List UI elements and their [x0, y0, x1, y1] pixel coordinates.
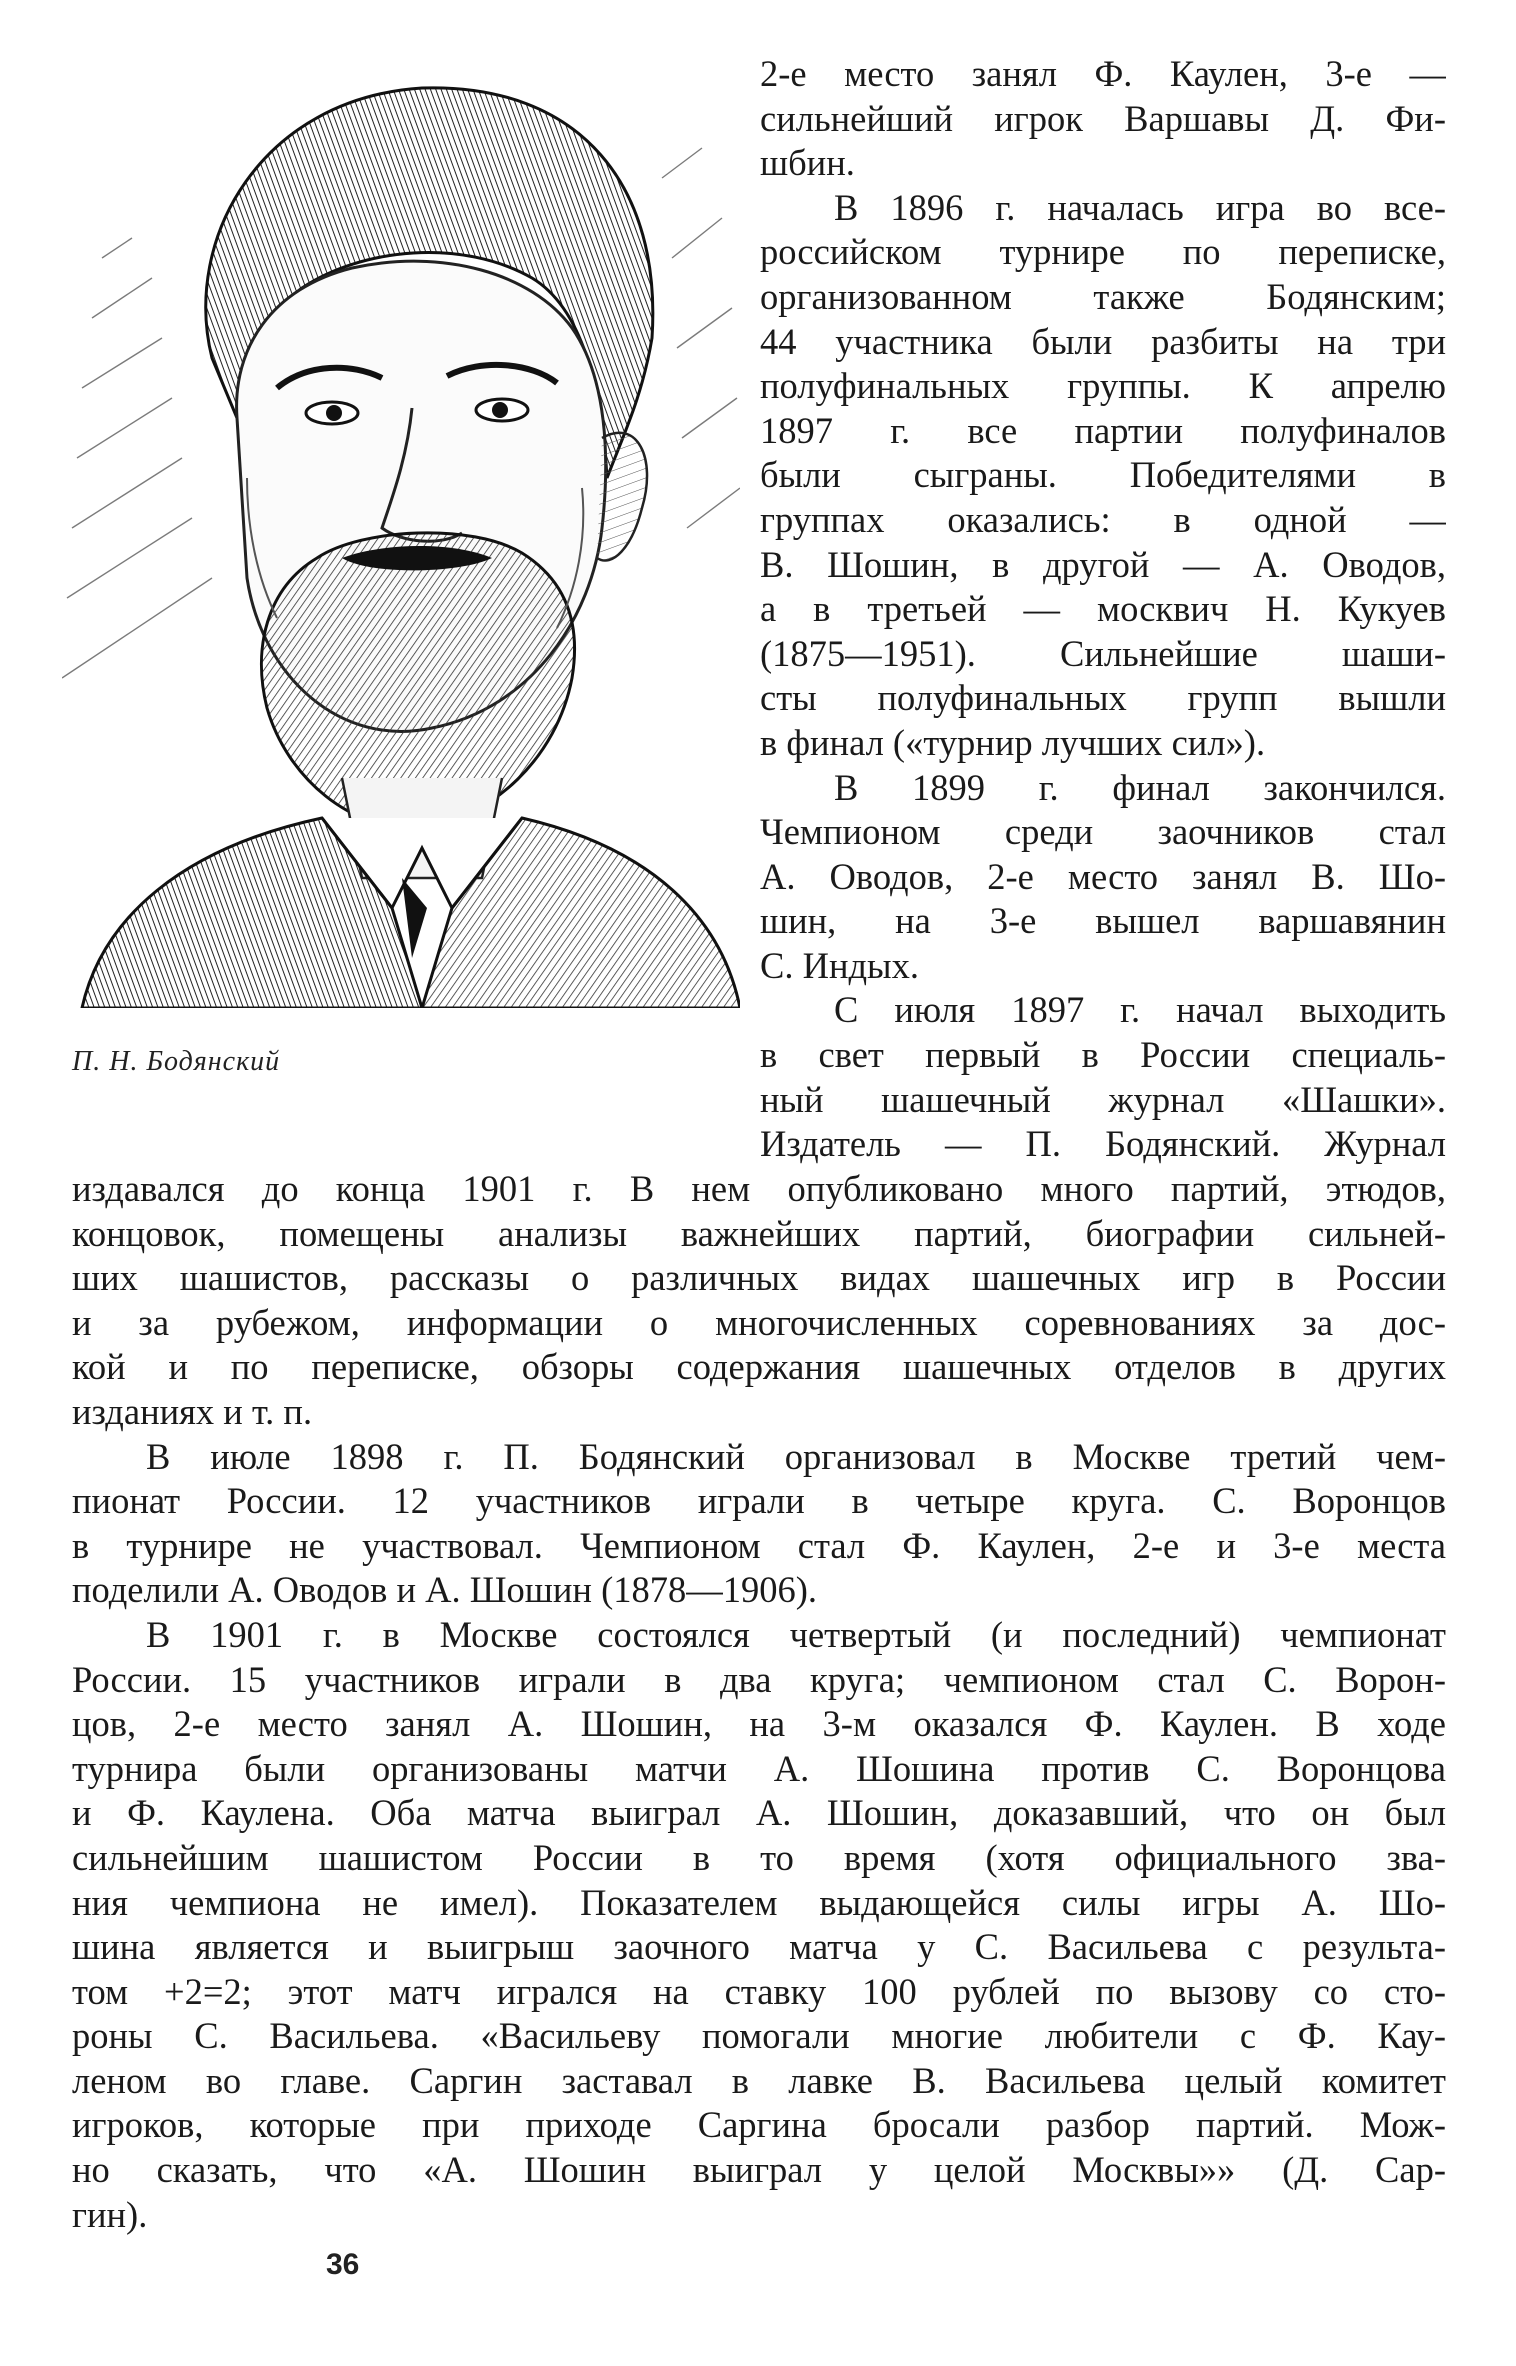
- text-line: А. Оводов, 2-е место занял В. Шо-: [760, 855, 1446, 897]
- full-width-text: [72, 1167, 1446, 2237]
- text-line: том +2=2; этот матч игрался на ставку 100 рублей по вызову со сто-: [72, 1970, 1446, 2012]
- text-line: Издатель — П. Бодянский. Журнал: [760, 1123, 1446, 1165]
- text-line: и за рубежом, информации о многочисленных соревнованиях за дос-: [72, 1301, 1446, 1343]
- text-line: В 1901 г. в Москве состоялся четвертый (и последний) чемпионат: [146, 1613, 1446, 1655]
- text-line: гин).: [72, 2193, 148, 2235]
- text-line: концовок, помещены анализы важнейших партий, биографии сильней-: [72, 1212, 1446, 1254]
- text-line: ния чемпиона не имел). Показателем выдающейся силы игры А. Шо-: [72, 1881, 1446, 1923]
- text-line: а в третьей — москвич Н. Кукуев: [760, 588, 1446, 630]
- text-line: шбин.: [760, 142, 855, 184]
- text-line: ный шашечный журнал «Шашки».: [760, 1078, 1446, 1120]
- text-line: пионат России. 12 участников играли в четыре круга. С. Воронцов: [72, 1480, 1446, 1522]
- text-line: леном во главе. Саргин заставал в лавке В. Васильева целый комитет: [72, 2059, 1446, 2101]
- text-line: Чемпионом среди заочников стал: [760, 811, 1446, 853]
- text-line: России. 15 участников играли в два круга; чемпионом стал С. Ворон-: [72, 1658, 1446, 1700]
- text-line: полуфинальных группы. К апрелю: [760, 365, 1446, 407]
- text-line: (1875—1951). Сильнейшие шаши-: [760, 632, 1446, 674]
- text-line: группах оказались: в одной —: [760, 498, 1446, 540]
- text-line: кой и по переписке, обзоры содержания шашечных отделов в других: [72, 1346, 1446, 1388]
- text-line: сты полуфинальных групп вышли: [760, 677, 1446, 719]
- text-line: сильнейшим шашистом России в то время (хотя официального зва-: [72, 1836, 1446, 1878]
- text-line: игроков, которые при приходе Саргина бросали разбор партий. Мож-: [72, 2104, 1446, 2146]
- figure-caption: П. Н. Бодянский: [72, 1046, 281, 1077]
- text-line: С. Индых.: [760, 944, 919, 986]
- text-line: сильнейший игрок Варшавы Д. Фи-: [760, 97, 1446, 139]
- portrait-figure: [62, 58, 740, 1008]
- text-line: цов, 2-е место занял А. Шошин, на 3-м оказался Ф. Каулен. В ходе: [72, 1703, 1446, 1745]
- portrait-engraving-icon: [62, 58, 740, 1008]
- text-line: С июля 1897 г. начал выходить: [834, 989, 1446, 1031]
- text-line: организованном также Бодянским;: [760, 275, 1446, 317]
- text-line: шина является и выигрыш заочного матча у С. Васильева с результа-: [72, 1926, 1446, 1968]
- text-line: но сказать, что «А. Шошин выиграл у целой Москвы»» (Д. Сар-: [72, 2149, 1446, 2191]
- text-line: В. Шошин, в другой — А. Оводов,: [760, 543, 1446, 585]
- page-number: 36: [326, 2248, 360, 2281]
- text-line: российском турнире по переписке,: [760, 231, 1446, 273]
- text-line: ших шашистов, рассказы о различных видах шашечных игр в России: [72, 1257, 1446, 1299]
- text-line: изданиях и т. п.: [72, 1390, 313, 1432]
- text-line: в финал («турнир лучших сил»).: [760, 721, 1266, 763]
- right-column-text: [760, 52, 1446, 1167]
- text-line: В июле 1898 г. П. Бодянский организовал в Москве третий чем-: [146, 1435, 1446, 1477]
- text-line: 44 участника были разбиты на три: [760, 320, 1446, 362]
- text-line: 1897 г. все партии полуфиналов: [760, 409, 1446, 451]
- text-line: поделили А. Оводов и А. Шошин (1878—1906).: [72, 1569, 818, 1611]
- text-line: в свет первый в России специаль-: [760, 1034, 1446, 1076]
- text-line: 2-е место занял Ф. Каулен, 3-е —: [760, 53, 1446, 94]
- text-line: в турнире не участвовал. Чемпионом стал Ф. Каулен, 2-е и 3-е места: [72, 1524, 1446, 1566]
- text-line: шин, на 3-е вышел варшавянин: [760, 900, 1446, 942]
- text-line: В 1896 г. началась игра во все-: [834, 186, 1446, 228]
- text-line: турнира были организованы матчи А. Шошина против С. Воронцова: [72, 1747, 1446, 1789]
- text-line: были сыграны. Победителями в: [760, 454, 1446, 496]
- text-line: В 1899 г. финал закончился.: [834, 766, 1446, 808]
- text-line: издавался до конца 1901 г. В нем опубликовано много партий, этюдов,: [72, 1168, 1446, 1209]
- text-line: роны С. Васильева. «Васильеву помогали многие любители с Ф. Кау-: [72, 2015, 1446, 2057]
- text-line: и Ф. Каулена. Оба матча выиграл А. Шошин, доказавший, что он был: [72, 1792, 1446, 1834]
